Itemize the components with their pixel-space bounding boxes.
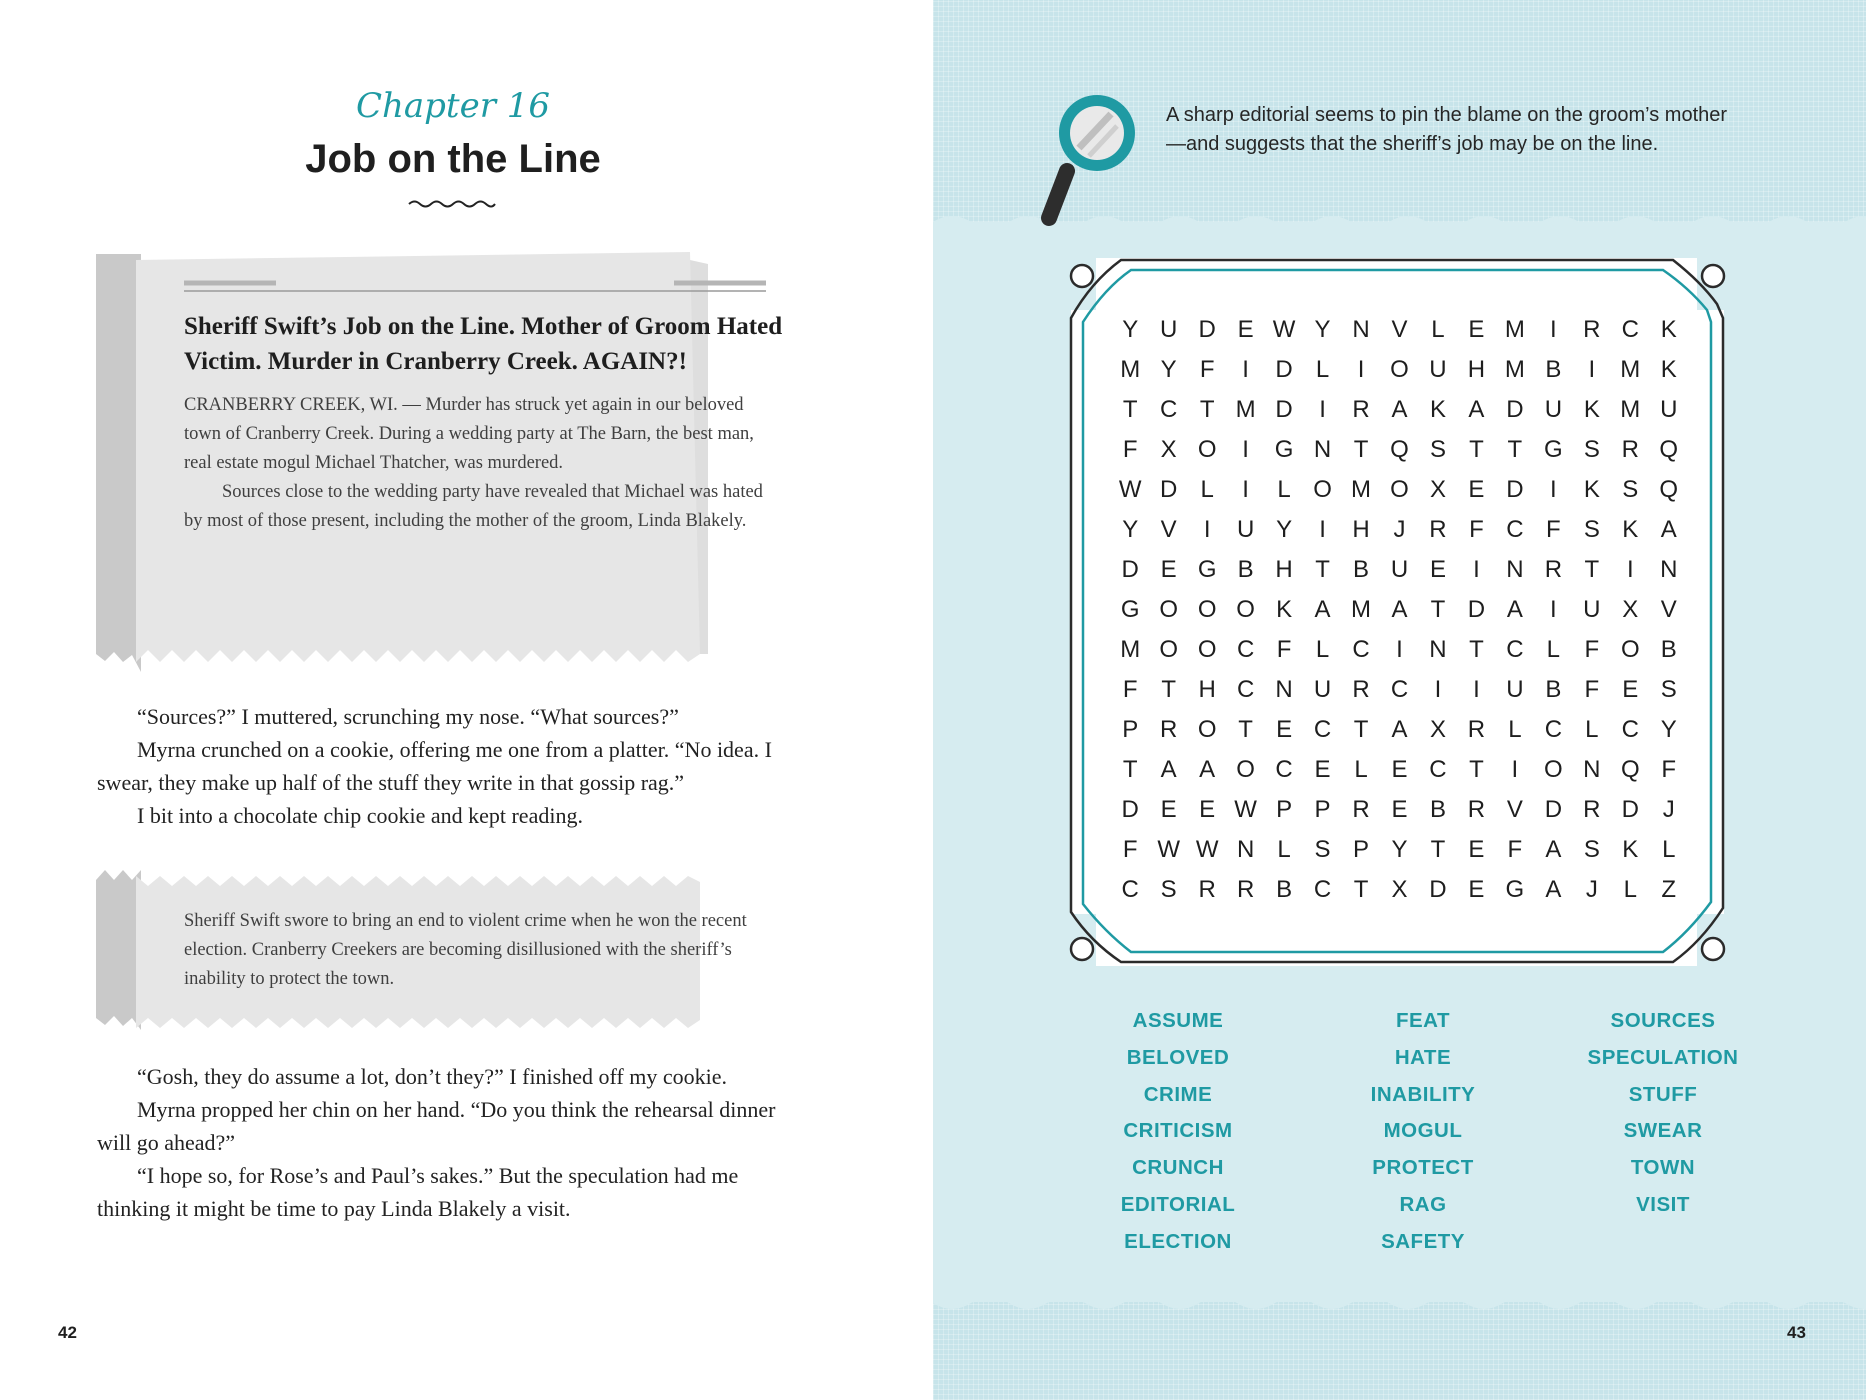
grid-letter[interactable]: C (1236, 636, 1255, 663)
grid-letter[interactable]: A (1545, 876, 1562, 903)
grid-letter[interactable]: L (1508, 716, 1522, 743)
grid-letter[interactable]: F (1469, 516, 1484, 543)
grid-letter[interactable]: S (1583, 516, 1600, 543)
grid-letter[interactable]: M (1120, 356, 1141, 383)
grid-letter[interactable]: T (1315, 556, 1330, 583)
grid-letter[interactable]: O (1159, 596, 1179, 623)
body-paragraph: “Gosh, they do assume a lot, don’t they?” I finished off my cookie. (137, 1064, 728, 1089)
body-text-2 (97, 1060, 809, 1225)
grid-letter[interactable]: C (1621, 316, 1639, 343)
grid-letter[interactable]: E (1276, 716, 1293, 743)
grid-letter[interactable]: C (1506, 636, 1524, 663)
grid-letter[interactable]: T (1469, 436, 1484, 463)
grid-letter[interactable]: R (1352, 796, 1370, 823)
grid-letter[interactable]: Q (1390, 436, 1409, 463)
grid-letter[interactable]: B (1353, 556, 1370, 583)
word-item: TOWN (1630, 1156, 1696, 1180)
grid-letter[interactable]: O (1197, 716, 1217, 743)
grid-letter[interactable]: T (1353, 876, 1369, 903)
grid-letter[interactable]: O (1197, 596, 1217, 623)
grid-letter[interactable]: H (1467, 356, 1486, 383)
grid-letter[interactable]: O (1390, 356, 1409, 383)
grid-letter[interactable]: Z (1661, 876, 1677, 903)
grid-letter[interactable]: E (1468, 876, 1485, 903)
grid-letter[interactable]: B (1545, 676, 1562, 703)
grid-letter[interactable]: Q (1659, 436, 1679, 463)
grid-letter[interactable]: K (1429, 396, 1446, 423)
grid-letter[interactable]: F (1276, 636, 1292, 663)
grid-letter[interactable]: S (1160, 876, 1177, 903)
word-item: MOGUL (1383, 1119, 1463, 1143)
grid-letter[interactable]: S (1583, 836, 1600, 863)
grid-letter[interactable]: O (1159, 636, 1179, 663)
grid-letter[interactable]: X (1160, 436, 1177, 463)
grid-letter[interactable]: E (1622, 676, 1639, 703)
grid-letter[interactable]: I (1242, 436, 1249, 463)
grid-letter[interactable]: C (1313, 716, 1332, 743)
grid-letter[interactable]: F (1584, 676, 1600, 703)
grid-letter[interactable]: T (1353, 436, 1369, 463)
grid-letter[interactable]: N (1583, 756, 1601, 783)
grid-letter[interactable]: R (1429, 516, 1447, 543)
grid-letter[interactable]: F (1122, 436, 1138, 463)
grid-letter[interactable]: E (1468, 836, 1485, 863)
grid-letter[interactable]: I (1434, 676, 1442, 703)
grid-letter[interactable]: B (1237, 556, 1254, 583)
grid-letter[interactable]: T (1161, 676, 1177, 703)
grid-letter[interactable]: P (1353, 836, 1370, 863)
grid-letter[interactable]: P (1122, 716, 1139, 743)
squiggle-divider-icon (407, 198, 497, 210)
grid-letter[interactable]: R (1583, 796, 1601, 823)
grid-letter[interactable]: F (1507, 836, 1523, 863)
grid-letter[interactable]: I (1242, 356, 1249, 383)
grid-letter[interactable]: X (1622, 596, 1639, 623)
grid-letter[interactable]: R (1621, 436, 1639, 463)
grid-letter[interactable]: U (1583, 596, 1601, 623)
grid-letter[interactable]: M (1235, 396, 1256, 423)
grid-letter[interactable]: O (1236, 596, 1255, 623)
grid-letter[interactable]: I (1203, 516, 1211, 543)
word-item: SAFETY (1381, 1229, 1465, 1253)
grid-letter[interactable]: R (1583, 316, 1601, 343)
grid-letter[interactable]: L (1315, 356, 1330, 383)
grid-letter[interactable]: Y (1122, 316, 1139, 343)
grid-letter[interactable]: I (1242, 476, 1249, 503)
grid-letter[interactable]: V (1391, 316, 1408, 343)
word-item: CRIME (1143, 1082, 1213, 1106)
grid-letter[interactable]: S (1622, 476, 1639, 503)
grid-letter[interactable]: C (1621, 716, 1639, 743)
grid-letter[interactable]: I (1319, 516, 1326, 543)
puzzle-intro: A sharp editorial seems to pin the blame on the groom’s mother—and suggests that the sheriff’s job may be on the line. (1166, 104, 1728, 155)
word-item: ELECTION (1124, 1229, 1232, 1253)
grid-letter[interactable]: O (1620, 636, 1640, 663)
grid-letter[interactable]: T (1507, 436, 1523, 463)
grid-letter[interactable]: T (1469, 636, 1484, 663)
word-item: RAG (1399, 1192, 1447, 1216)
word-item: SPECULATION (1587, 1045, 1739, 1069)
grid-letter[interactable]: T (1199, 396, 1215, 423)
grid-letter[interactable]: S (1314, 836, 1331, 863)
grid-letter[interactable]: V (1506, 796, 1523, 823)
grid-letter[interactable]: U (1544, 396, 1563, 423)
grid-letter[interactable]: A (1545, 836, 1562, 863)
grid-letter[interactable]: A (1660, 516, 1677, 543)
word-search-grid[interactable] (1111, 310, 1688, 910)
grid-letter[interactable]: I (1357, 356, 1365, 383)
grid-letter[interactable]: K (1622, 516, 1639, 543)
grid-letter[interactable]: T (1122, 396, 1138, 423)
grid-letter[interactable]: R (1160, 716, 1178, 743)
grid-letter[interactable]: K (1660, 316, 1677, 343)
grid-letter[interactable]: A (1506, 596, 1523, 623)
clipping-paragraph: Sheriff Swift swore to bring an end to violent crime when he won the recent election. Cranberry Creekers are becoming disillusioned with the sheriff’s inability to protect the town. (184, 911, 747, 989)
grid-letter[interactable]: D (1429, 876, 1447, 903)
grid-letter[interactable]: N (1352, 316, 1370, 343)
body-paragraph: “Sources?” I muttered, scrunching my nose. “What sources?” (137, 704, 679, 729)
grid-letter[interactable]: T (1238, 716, 1253, 743)
word-item: VISIT (1636, 1192, 1690, 1216)
grid-letter[interactable]: V (1660, 596, 1677, 623)
grid-letter[interactable]: A (1314, 596, 1331, 623)
newspaper-clipping-1 (96, 250, 808, 672)
grid-letter[interactable]: I (1473, 676, 1480, 703)
grid-letter[interactable]: R (1467, 716, 1486, 743)
grid-letter[interactable]: I (1473, 556, 1480, 583)
grid-letter[interactable]: N (1313, 436, 1332, 463)
word-item: PROTECT (1372, 1156, 1474, 1180)
grid-letter[interactable]: U (1660, 396, 1678, 423)
grid-letter[interactable]: R (1467, 796, 1486, 823)
grid-letter[interactable]: A (1199, 756, 1216, 783)
grid-letter[interactable]: C (1313, 876, 1332, 903)
grid-letter[interactable]: W (1272, 316, 1296, 343)
grid-letter[interactable]: U (1429, 356, 1447, 383)
grid-letter[interactable]: S (1660, 676, 1677, 703)
grid-letter[interactable]: N (1660, 556, 1678, 583)
word-list-column-2 (1318, 1003, 1528, 1261)
grid-letter[interactable]: T (1584, 556, 1600, 583)
grid-letter[interactable]: K (1276, 596, 1293, 623)
grid-letter[interactable]: X (1391, 876, 1408, 903)
page-number-right: 43 (1787, 1323, 1806, 1342)
grid-letter[interactable]: J (1393, 516, 1406, 543)
grid-letter[interactable]: A (1391, 716, 1408, 743)
grid-letter[interactable]: H (1352, 516, 1370, 543)
word-item: FEAT (1395, 1009, 1450, 1032)
textured-footer-band (933, 1302, 1866, 1400)
grid-letter[interactable]: Y (1314, 316, 1331, 343)
grid-letter[interactable]: R (1544, 556, 1563, 583)
grid-letter[interactable]: F (1546, 516, 1561, 543)
grid-letter[interactable]: E (1160, 556, 1177, 583)
grid-letter[interactable]: M (1620, 396, 1641, 423)
grid-letter[interactable]: D (1160, 476, 1178, 503)
grid-letter[interactable]: A (1468, 396, 1485, 423)
grid-letter[interactable]: L (1585, 716, 1599, 743)
body-paragraph: Myrna propped her chin on her hand. “Do you think the rehearsal dinner will go ahead?” (97, 1097, 776, 1155)
grid-letter[interactable]: F (1584, 636, 1600, 663)
grid-letter[interactable]: K (1660, 356, 1677, 383)
word-list-column-3 (1548, 1003, 1778, 1224)
grid-letter[interactable]: U (1506, 676, 1524, 703)
grid-letter[interactable]: M (1504, 316, 1525, 343)
grid-letter[interactable]: D (1121, 796, 1139, 823)
word-item: INABILITY (1370, 1082, 1476, 1106)
grid-letter[interactable]: C (1390, 676, 1409, 703)
grid-letter[interactable]: D (1621, 796, 1639, 823)
grid-letter[interactable]: P (1276, 796, 1293, 823)
grid-letter[interactable]: E (1468, 316, 1485, 343)
grid-letter[interactable]: L (1315, 636, 1330, 663)
grid-letter[interactable]: G (1120, 596, 1140, 623)
grid-letter[interactable]: D (1506, 396, 1524, 423)
grid-letter[interactable]: I (1550, 316, 1557, 343)
grid-letter[interactable]: I (1396, 636, 1403, 663)
page-number-left: 42 (58, 1323, 77, 1342)
word-item: HATE (1394, 1045, 1452, 1069)
grid-letter[interactable]: A (1160, 756, 1177, 783)
grid-letter[interactable]: Y (1122, 516, 1139, 543)
grid-letter[interactable]: M (1351, 476, 1372, 503)
grid-letter[interactable]: J (1662, 796, 1675, 823)
grid-letter[interactable]: C (1121, 876, 1139, 903)
grid-letter[interactable]: O (1390, 476, 1409, 503)
word-item: BELOVED (1126, 1045, 1230, 1069)
grid-letter[interactable]: U (1390, 556, 1409, 583)
grid-letter[interactable]: T (1430, 596, 1446, 623)
grid-letter[interactable]: C (1236, 676, 1255, 703)
grid-letter[interactable]: M (1504, 356, 1525, 383)
grid-letter[interactable]: Y (1276, 516, 1293, 543)
magnifying-glass-icon (1037, 88, 1147, 233)
clipping-headline: Sheriff Swift’s Job on the Line. Mother of Groom Hated Victim. Murder in Cranberry Creek. AGAIN?! (184, 313, 783, 375)
grid-letter[interactable]: T (1122, 756, 1138, 783)
grid-letter[interactable]: E (1391, 796, 1408, 823)
body-paragraph: Myrna crunched on a cookie, offering me one from a platter. “No idea. I swear, they make up half of the stuff they write in that gossip rag.” (97, 737, 772, 795)
grid-letter[interactable]: W (1118, 476, 1142, 503)
grid-letter[interactable]: L (1277, 836, 1291, 863)
grid-letter[interactable]: I (1626, 556, 1634, 583)
grid-letter[interactable]: U (1160, 316, 1178, 343)
grid-letter[interactable]: C (1429, 756, 1447, 783)
grid-letter[interactable]: Y (1160, 356, 1177, 383)
grid-letter[interactable]: T (1469, 756, 1484, 783)
grid-letter[interactable]: V (1160, 516, 1177, 543)
grid-letter[interactable]: O (1197, 636, 1217, 663)
grid-letter[interactable]: I (1511, 756, 1519, 783)
grid-letter[interactable]: I (1588, 356, 1596, 383)
grid-letter[interactable]: D (1544, 796, 1563, 823)
grid-letter[interactable]: F (1199, 356, 1215, 383)
grid-letter[interactable]: K (1622, 836, 1639, 863)
grid-letter[interactable]: O (1544, 756, 1563, 783)
word-item: STUFF (1628, 1082, 1698, 1106)
grid-letter[interactable]: E (1314, 756, 1331, 783)
grid-letter[interactable]: N (1275, 676, 1293, 703)
grid-letter[interactable]: R (1198, 876, 1216, 903)
grid-letter[interactable]: Y (1660, 716, 1677, 743)
grid-letter[interactable]: L (1431, 316, 1445, 343)
grid-letter[interactable]: B (1545, 356, 1562, 383)
grid-letter[interactable]: N (1506, 556, 1524, 583)
grid-letter[interactable]: X (1429, 476, 1446, 503)
grid-letter[interactable]: G (1197, 556, 1217, 583)
grid-letter[interactable]: A (1391, 596, 1408, 623)
grid-letter[interactable]: W (1157, 836, 1181, 863)
grid-letter[interactable]: E (1160, 796, 1177, 823)
grid-letter[interactable]: T (1430, 836, 1446, 863)
grid-letter[interactable]: E (1391, 756, 1408, 783)
grid-letter[interactable]: I (1550, 596, 1557, 623)
chapter-title: Job on the Line (305, 137, 601, 181)
grid-letter[interactable]: E (1468, 476, 1485, 503)
grid-letter[interactable]: L (1277, 476, 1291, 503)
newspaper-clipping-2 (96, 868, 808, 1030)
grid-letter[interactable]: R (1236, 876, 1255, 903)
grid-letter[interactable]: Q (1659, 476, 1679, 503)
word-item: CRUNCH (1132, 1156, 1224, 1180)
grid-letter[interactable]: D (1275, 396, 1293, 423)
grid-letter[interactable]: Q (1620, 756, 1640, 783)
grid-letter[interactable]: S (1583, 436, 1600, 463)
grid-letter[interactable]: G (1274, 436, 1294, 463)
grid-letter[interactable]: L (1662, 836, 1676, 863)
grid-letter[interactable]: N (1236, 836, 1255, 863)
grid-letter[interactable]: M (1351, 596, 1372, 623)
word-list-column-1 (1073, 1003, 1283, 1261)
grid-letter[interactable]: D (1275, 356, 1293, 383)
clipping-paragraph-1: CRANBERRY CREEK, WI. — Murder has struck yet again in our beloved town of Cranberry Creek. During a wedding party at The Barn, the best man, real estate mogul Michael Thatcher, was murdered. (184, 395, 754, 473)
grid-letter[interactable]: B (1276, 876, 1293, 903)
grid-letter[interactable]: N (1429, 636, 1447, 663)
grid-letter[interactable]: O (1197, 436, 1217, 463)
grid-letter[interactable]: L (1354, 756, 1368, 783)
grid-letter[interactable]: H (1198, 676, 1216, 703)
word-item: SWEAR (1623, 1119, 1703, 1143)
wave-border-icon (933, 1291, 1866, 1315)
word-item: ASSUME (1132, 1009, 1224, 1032)
word-item: SOURCES (1610, 1009, 1716, 1032)
grid-letter[interactable]: I (1550, 476, 1557, 503)
grid-letter[interactable]: A (1391, 396, 1408, 423)
grid-letter[interactable]: D (1121, 556, 1139, 583)
grid-letter[interactable]: U (1313, 676, 1332, 703)
word-item: CRITICISM (1123, 1119, 1233, 1143)
grid-letter[interactable]: Y (1391, 836, 1408, 863)
grid-letter[interactable]: C (1160, 396, 1178, 423)
grid-letter[interactable]: D (1198, 316, 1216, 343)
grid-letter[interactable]: K (1583, 476, 1600, 503)
grid-letter[interactable]: S (1429, 436, 1446, 463)
body-paragraph: “I hope so, for Rose’s and Paul’s sakes.” But the speculation had me thinking it might be time to pay Linda Blakely a visit. (97, 1163, 739, 1221)
grid-letter[interactable]: C (1544, 716, 1563, 743)
grid-letter[interactable]: F (1122, 836, 1138, 863)
clipping-paragraph-2: Sources close to the wedding party have revealed that Michael was hated by most of those present, including the mother of the groom, Linda Blakely. (184, 482, 763, 531)
body-text-1 (97, 700, 809, 832)
word-item: EDITORIAL (1120, 1192, 1236, 1216)
grid-letter[interactable]: U (1236, 516, 1255, 543)
grid-letter[interactable]: D (1467, 596, 1486, 623)
grid-letter[interactable]: B (1429, 796, 1446, 823)
grid-letter[interactable]: E (1429, 556, 1446, 583)
grid-letter[interactable]: M (1620, 356, 1641, 383)
grid-letter[interactable]: D (1506, 476, 1524, 503)
grid-letter[interactable]: G (1505, 876, 1525, 903)
grid-letter[interactable]: W (1234, 796, 1257, 823)
grid-letter[interactable]: L (1200, 476, 1214, 503)
grid-letter[interactable]: X (1429, 716, 1446, 743)
grid-letter[interactable]: L (1623, 876, 1637, 903)
grid-letter[interactable]: F (1661, 756, 1677, 783)
grid-letter[interactable]: W (1195, 836, 1219, 863)
grid-letter[interactable]: O (1236, 756, 1255, 783)
grid-letter[interactable]: C (1275, 756, 1293, 783)
grid-letter[interactable]: H (1275, 556, 1293, 583)
chapter-label: Chapter 16 (355, 86, 551, 126)
grid-letter[interactable]: J (1585, 876, 1598, 903)
grid-letter[interactable]: T (1353, 716, 1369, 743)
grid-letter[interactable]: E (1237, 316, 1254, 343)
grid-letter[interactable]: B (1660, 636, 1677, 663)
grid-letter[interactable]: G (1544, 436, 1563, 463)
grid-letter[interactable]: K (1583, 396, 1600, 423)
grid-letter[interactable]: O (1313, 476, 1332, 503)
grid-letter[interactable]: M (1120, 636, 1141, 663)
grid-letter[interactable]: C (1352, 636, 1370, 663)
grid-letter[interactable]: C (1506, 516, 1524, 543)
body-paragraph: I bit into a chocolate chip cookie and kept reading. (137, 803, 583, 828)
right-page (933, 0, 1866, 1400)
grid-letter[interactable]: L (1546, 636, 1561, 663)
grid-letter[interactable]: I (1319, 396, 1326, 423)
grid-letter[interactable]: P (1314, 796, 1331, 823)
grid-letter[interactable]: R (1352, 396, 1370, 423)
grid-letter[interactable]: E (1199, 796, 1216, 823)
grid-letter[interactable]: R (1352, 676, 1370, 703)
grid-letter[interactable]: F (1122, 676, 1138, 703)
